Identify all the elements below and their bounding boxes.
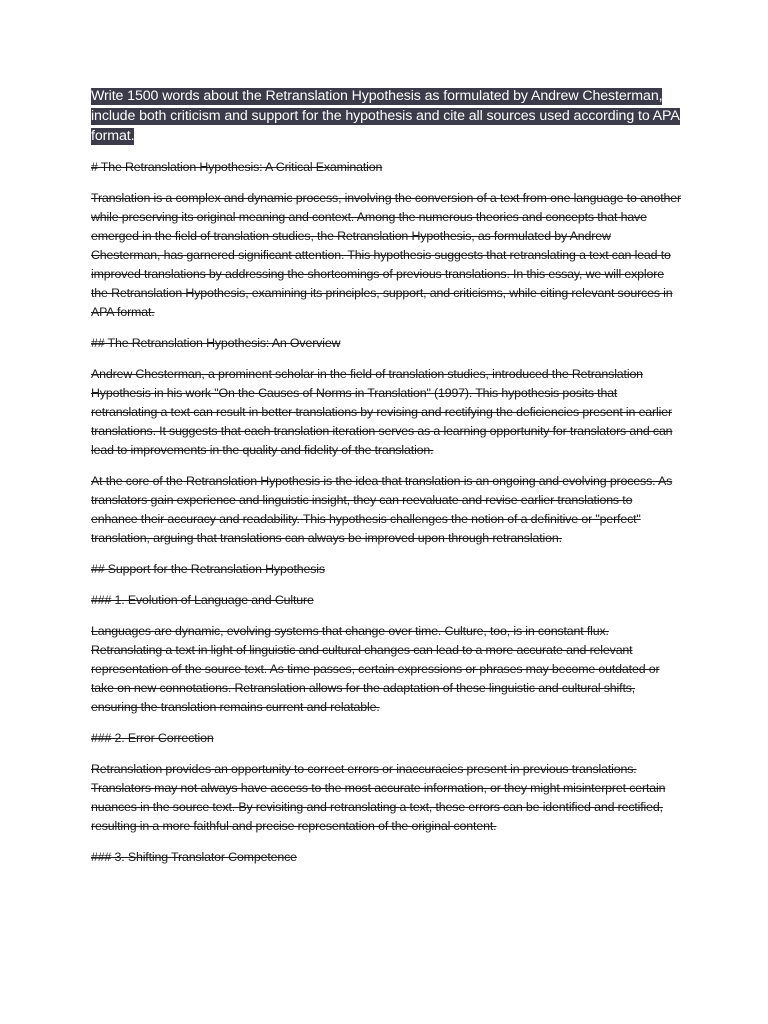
error-correction-heading: ### 2. Error Correction: [91, 731, 214, 745]
prompt-text: [91, 86, 681, 146]
document-page: [91, 86, 681, 879]
translator-competence-heading: ### 3. Shifting Translator Competence: [91, 850, 297, 864]
intro-paragraph: Translation is a complex and dynamic process, involving the conversion of a text from one language to another while preserving its original meaning and context. Among the numerous theories and concepts that have emerged in the field of translation studies, the Retranslation Hypothesis, as formulated by Andrew Chesterman, has garnered significant attention. This hypothesis suggests that retranslating a text can lead to improved translations by addressing the shortcomings of previous translations. In this essay, we will explore the Retranslation Hypothesis, examining its principles, support, and criticisms, while citing relevant sources in APA format.: [91, 191, 681, 319]
overview-paragraph-2: At the core of the Retranslation Hypothesis is the idea that translation is an ongoing and evolving process. As translators gain experience and linguistic insight, they can reevaluate and revise earlier translations to enhance their accuracy and readability. This hypothesis challenges the notion of a definitive or "perfect" translation, arguing that translations can always be improved upon through retranslation.: [91, 474, 673, 545]
highlighted-prompt: Write 1500 words about the Retranslation Hypothesis as formulated by Andrew Chesterman, include both criticism and support for the hypothesis and cite all sources used according to APA format.: [91, 88, 680, 144]
error-correction-paragraph: Retranslation provides an opportunity to correct errors or inaccuracies present in previous translations. Translators may not always have access to the most accurate information, or they might misinterpret certain nuances in the source text. By revisiting and retranslating a text, these errors can be identified and rectified, resulting in a more faithful and precise representation of the original content.: [91, 762, 666, 833]
evolution-paragraph: Languages are dynamic, evolving systems that change over time. Culture, too, is in constant flux. Retranslating a text in light of linguistic and cultural changes can lead to a more accurate and relevant representation of the source text. As time passes, certain expressions or phrases may become outdated or take on new connotations. Retranslation allows for the adaptation of these linguistic and cultural shifts, ensuring the translation remains current and relatable.: [91, 624, 660, 714]
overview-heading: ## The Retranslation Hypothesis: An Overview: [91, 336, 341, 350]
overview-paragraph-1: Andrew Chesterman, a prominent scholar in the field of translation studies, introduced the Retranslation Hypothesis in his work "On the Causes of Norms in Translation" (1997). This hypothesis posits that retranslating a text can result in better translations by revising and rectifying the deficiencies present in earlier translations. It suggests that each translation iteration serves as a learning opportunity for translators and can lead to improvements in the quality and fidelity of the translation.: [91, 367, 673, 457]
evolution-heading: ### 1. Evolution of Language and Culture: [91, 593, 314, 607]
support-heading: ## Support for the Retranslation Hypothesis: [91, 562, 325, 576]
essay-title: # The Retranslation Hypothesis: A Critical Examination: [91, 160, 383, 174]
